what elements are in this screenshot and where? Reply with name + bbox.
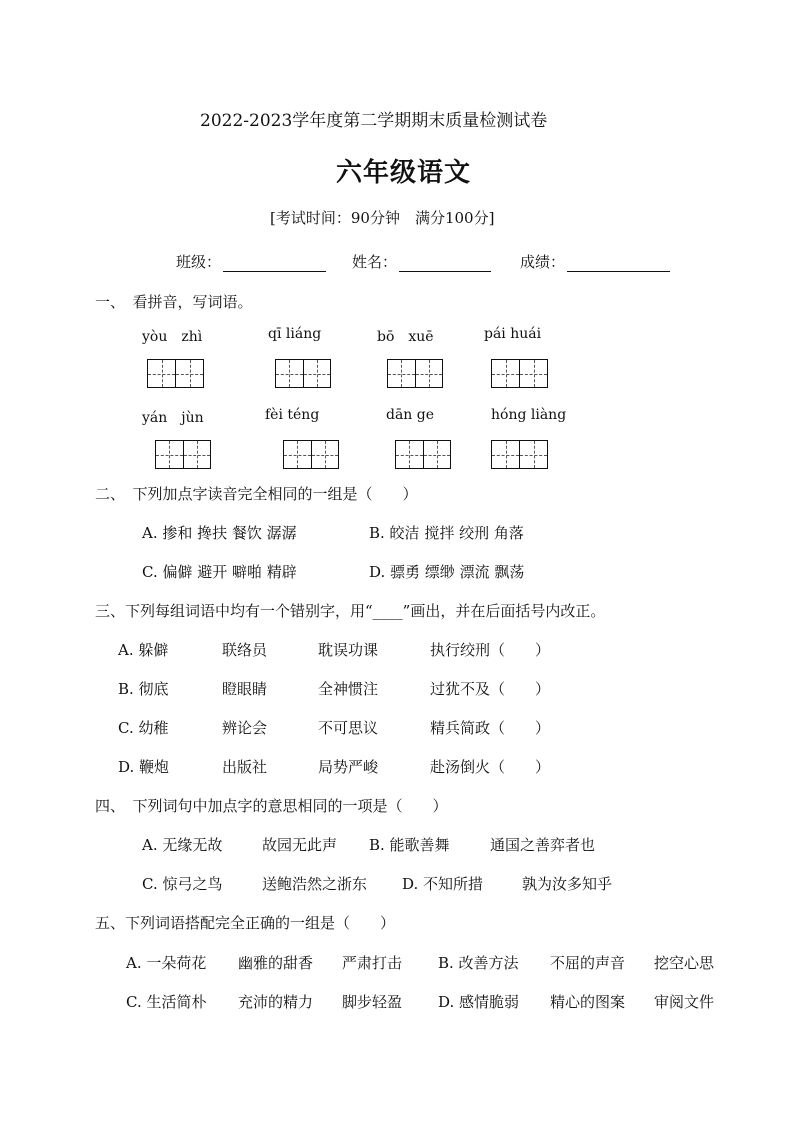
q3-row-c-word1: C. 幼稚: [118, 719, 169, 737]
pinyin-2: qī liáng: [268, 326, 322, 342]
pinyin-8: hóng liàng: [491, 407, 567, 423]
score-field: [520, 251, 670, 272]
q5-option-c2: 充沛的精力: [238, 993, 314, 1011]
q3-row-d-word4: 赴汤倒火（ ）: [430, 758, 551, 776]
writing-grid[interactable]: [395, 440, 451, 469]
q5-option-a2: 幽雅的甜香: [238, 954, 314, 972]
q3-row-c-word4: 精兵简政（ ）: [430, 719, 551, 737]
q2-option-b: B. 皎洁 搅拌 绞刑 角落: [369, 524, 524, 542]
q4-option-b2: 通国之善弈者也: [490, 836, 596, 854]
q5-option-d1: D. 感情脆弱: [438, 993, 520, 1011]
writing-grid[interactable]: [491, 440, 548, 469]
q2-option-d: D. 骠勇 缥缈 漂流 飘荡: [369, 563, 525, 581]
pinyin-7: dān ge: [386, 407, 435, 423]
class-field: [176, 251, 326, 272]
q3-row-d-word1: D. 鞭炮: [118, 758, 170, 776]
q5-option-a1: A. 一朵荷花: [126, 954, 207, 972]
q3-row-a-word2: 联络员: [222, 641, 268, 659]
writing-grid[interactable]: [275, 359, 331, 388]
subject-title: 六年级语文: [336, 158, 472, 188]
name-field: [352, 251, 491, 272]
q4-option-d2: 孰为汝多知乎: [522, 875, 613, 893]
score-blank[interactable]: [567, 255, 670, 272]
name-label: 姓名：: [352, 253, 398, 271]
writing-grid[interactable]: [491, 359, 548, 388]
exam-info: [考试时间：90分钟 满分100分]: [270, 209, 495, 227]
pinyin-4: pái huái: [484, 326, 542, 342]
q4-heading: 四、 下列词句中加点字的意思相同的一项是（ ）: [95, 797, 448, 815]
q3-row-d-word3: 局势严峻: [318, 758, 379, 776]
q4-option-d1: D. 不知所措: [402, 875, 484, 893]
q5-option-c3: 脚步轻盈: [342, 993, 403, 1011]
q5-option-b2: 不屈的声音: [550, 954, 626, 972]
q4-option-b1: B. 能歌善舞: [369, 836, 450, 854]
q5-heading: 五、下列词语搭配完全正确的一组是（ ）: [95, 914, 396, 932]
q3-row-b-word2: 瞪眼睛: [222, 680, 268, 698]
q3-row-a-word4: 执行绞刑（ ）: [430, 641, 551, 659]
q4-option-a1: A. 无缘无故: [142, 836, 223, 854]
q5-option-d2: 精心的图案: [550, 993, 626, 1011]
q3-row-d-word2: 出版社: [222, 758, 268, 776]
writing-grid[interactable]: [155, 440, 211, 469]
q3-row-a-word1: A. 躲僻: [118, 641, 169, 659]
pinyin-3: bō xuē: [377, 329, 434, 345]
q3-row-c-word2: 辨论会: [222, 719, 268, 737]
q5-option-d3: 审阅文件: [654, 993, 715, 1011]
q5-option-b1: B. 改善方法: [438, 954, 519, 972]
q3-row-b-word4: 过犹不及（ ）: [430, 680, 551, 698]
pinyin-6: fèi téng: [265, 407, 320, 423]
q5-option-c1: C. 生活简朴: [126, 993, 207, 1011]
q3-heading: 三、下列每组词语中均有一个错别字，用“____”画出，并在后面括号内改正。: [95, 602, 606, 620]
q3-row-c-word3: 不可思议: [318, 719, 379, 737]
q2-heading: 二、 下列加点字读音完全相同的一组是（ ）: [95, 485, 418, 503]
q4-option-a2: 故园无此声: [262, 836, 338, 854]
class-blank[interactable]: [223, 255, 326, 272]
writing-grid[interactable]: [147, 359, 204, 388]
q3-row-b-word1: B. 彻底: [118, 680, 169, 698]
pinyin-1: yòu zhì: [142, 329, 203, 345]
name-blank[interactable]: [399, 255, 491, 272]
q5-option-b3: 挖空心思: [654, 954, 715, 972]
q2-option-a: A. 掺和 搀扶 餐饮 潺潺: [142, 524, 297, 542]
q5-option-a3: 严肃打击: [342, 954, 403, 972]
writing-grid[interactable]: [283, 440, 339, 469]
q3-row-b-word3: 全神惯注: [318, 680, 379, 698]
pinyin-5: yán jùn: [142, 410, 204, 426]
q4-option-c2: 送鲍浩然之浙东: [262, 875, 368, 893]
exam-title: 2022-2023学年度第二学期期末质量检测试卷: [200, 111, 548, 131]
score-label: 成绩：: [520, 253, 566, 271]
q3-row-a-word3: 耽误功课: [318, 641, 379, 659]
q1-heading: 一、 看拼音，写词语。: [95, 293, 253, 311]
writing-grid[interactable]: [387, 359, 443, 388]
class-label: 班级：: [176, 253, 222, 271]
q2-option-c: C. 偏僻 避开 噼啪 精辟: [142, 563, 297, 581]
q4-option-c1: C. 惊弓之鸟: [142, 875, 223, 893]
